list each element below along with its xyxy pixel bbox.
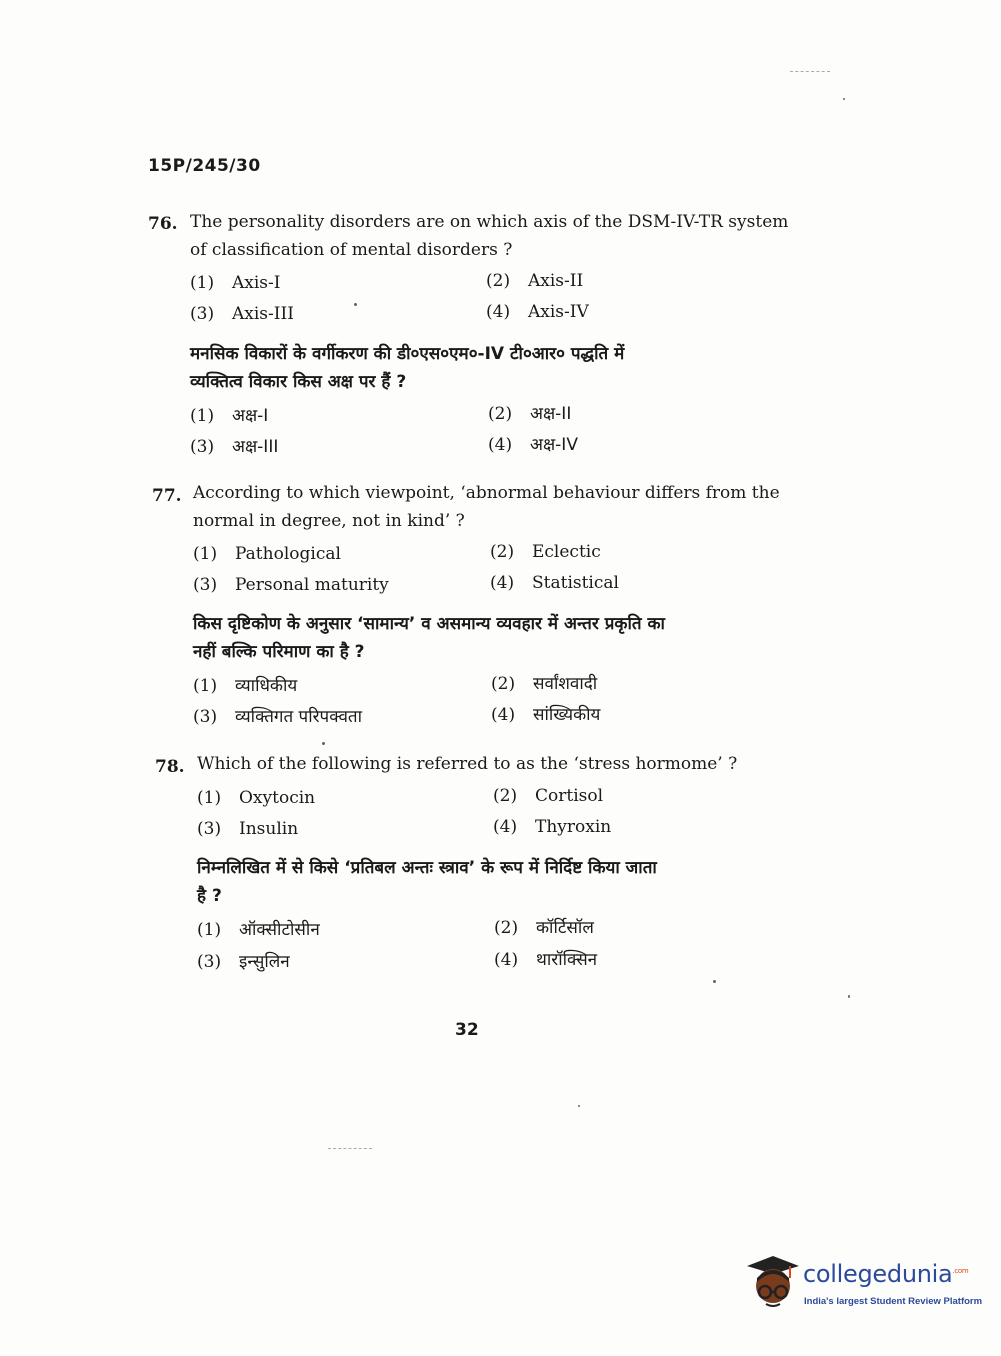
q76-hindi-option-3: (3) अक्ष-III (190, 437, 279, 457)
question-76-number: 76. (148, 214, 178, 234)
q76-option-3: (3) Axis-III (190, 304, 294, 324)
q77-option-3: (3) Personal maturity (193, 575, 389, 595)
q78-option-4: (4) Thyroxin (493, 817, 612, 837)
scan-speck (354, 303, 357, 306)
q76-hindi-option-2: (2) अक्ष-II (488, 404, 572, 424)
question-76-text: The personality disorders are on which axis of the DSM-IV-TR system of classification of mental disorders ? (190, 212, 789, 260)
q77-option-2: (2) Eclectic (490, 542, 601, 562)
scan-speck (848, 995, 850, 998)
scan-speck (713, 980, 716, 983)
question-78-number: 78. (155, 757, 185, 777)
scan-speck (843, 98, 845, 100)
q78-option-3: (3) Insulin (197, 819, 299, 839)
collegedunia-tagline: India's largest Student Review Platform (804, 1296, 983, 1307)
q76-option-4: (4) Axis-IV (486, 302, 589, 322)
q78-hindi-option-4: (4) थारॉक्सिन (494, 950, 598, 970)
page-number: 32 (455, 1020, 479, 1040)
question-76-hindi-text: मनसिक विकारों के वर्गीकरण की डी०एस०एम०-IV टी०आर० पद्धति में व्यक्तित्व विकार किस अक्ष पर हैं ? (190, 344, 625, 392)
q76-option-2: (2) Axis-II (486, 271, 584, 291)
q77-option-1: (1) Pathological (193, 544, 341, 564)
scan-mark (328, 1148, 372, 1150)
q77-hindi-option-2: (2) सर्वांशवादी (491, 674, 598, 694)
q78-option-2: (2) Cortisol (493, 786, 604, 806)
q77-option-4: (4) Statistical (490, 573, 619, 593)
q76-hindi-option-4: (4) अक्ष-IV (488, 435, 578, 455)
collegedunia-brand: collegedunia$^{.com}$ (803, 1260, 969, 1288)
q77-hindi-option-3: (3) व्यक्तिगत परिपक्वता (193, 707, 363, 727)
q77-hindi-option-4: (4) सांख्यिकीय (491, 705, 601, 725)
q78-hindi-option-1: (1) ऑक्सीटोसीन (197, 920, 320, 940)
q78-option-1: (1) Oxytocin (197, 788, 316, 808)
paper-code: 15P/245/30 (148, 156, 261, 176)
question-77-hindi-text: किस दृष्टिकोण के अनुसार ‘सामान्य’ व असमान्य व्यवहार में अन्तर प्रकृति का नहीं बल्कि परिमाण का है ? (193, 614, 665, 662)
scan-speck (322, 742, 325, 745)
scan-mark (790, 71, 830, 73)
q78-hindi-option-3: (3) इन्सुलिन (197, 952, 290, 972)
question-78-text: Which of the following is referred to as the ‘stress hormome’ ? (197, 754, 738, 774)
scan-speck (578, 1105, 580, 1107)
q76-hindi-option-1: (1) अक्ष-I (190, 406, 269, 426)
q78-hindi-option-2: (2) कॉर्टिसॉल (494, 918, 594, 938)
question-78-hindi-text: निम्नलिखित में से किसे ‘प्रतिबल अन्तः स्त्राव’ के रूप में निर्दिष्ट किया जाता है ? (197, 858, 657, 906)
question-77-number: 77. (152, 486, 182, 506)
q76-option-1: (1) Axis-I (190, 273, 281, 293)
collegedunia-mascot-logo (743, 1252, 803, 1312)
question-77-text: According to which viewpoint, ‘abnormal behaviour differs from the normal in degree, not in kind’ ? (193, 483, 780, 531)
q77-hindi-option-1: (1) व्याधिकीय (193, 676, 298, 696)
